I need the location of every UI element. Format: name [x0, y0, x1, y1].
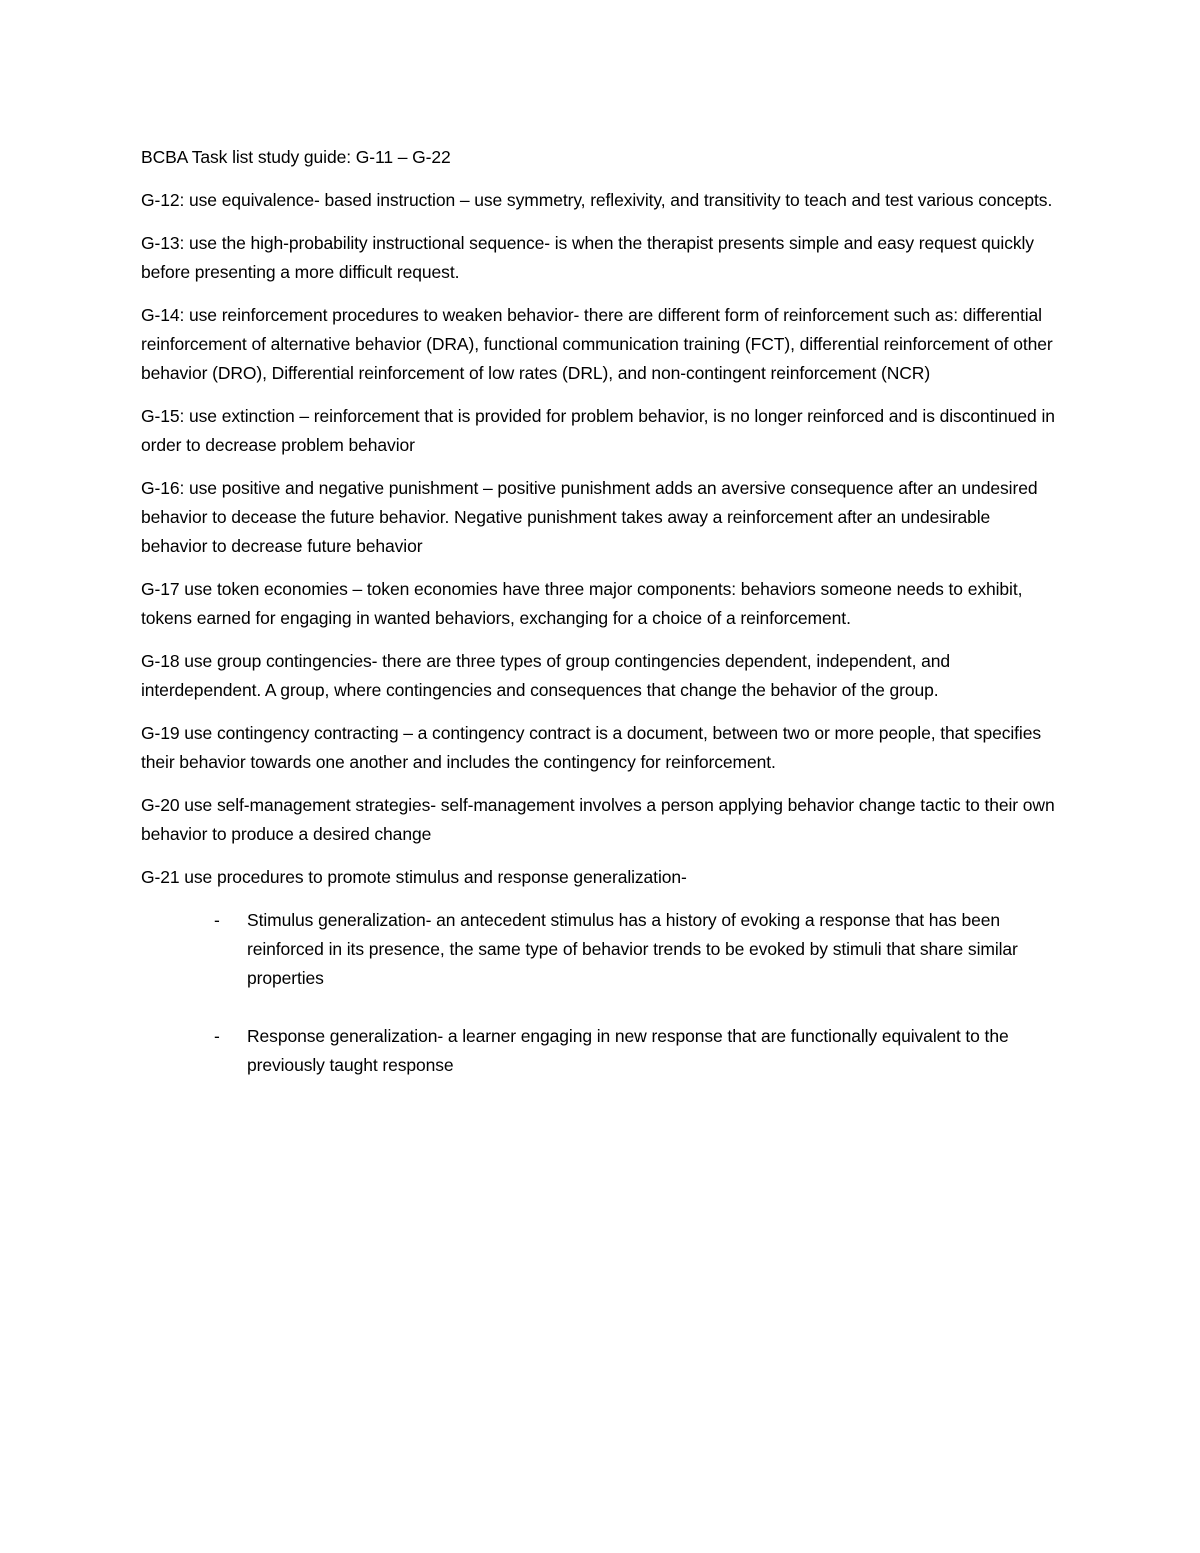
bullet-stimulus-generalization — [141, 906, 1061, 993]
paragraph-g18: G-18 use group contingencies- there are three types of group contingencies dependent, independent, and interdependent. A group, where contingencies and consequences that change the behavior of the group. — [141, 651, 950, 700]
document-title: BCBA Task list study guide: G-11 – G-22 — [141, 147, 451, 167]
paragraph-g13: G-13: use the high-probability instructional sequence- is when the therapist presents simple and easy request quickly before presenting a more difficult request. — [141, 233, 1034, 282]
bullet-dash: - — [214, 1026, 220, 1046]
paragraph-g17: G-17 use token economies – token economies have three major components: behaviors someone needs to exhibit, tokens earned for engaging in wanted behaviors, exchanging for a choice of a reinforcement. — [141, 579, 1023, 628]
paragraph-g16: G-16: use positive and negative punishment – positive punishment adds an aversive consequence after an undesired behavior to decease the future behavior. Negative punishment takes away a reinforcement after an undesirable behavior to decrease future behavior — [141, 478, 1038, 556]
document-body — [141, 143, 1061, 1109]
bullet-text: Response generalization- a learner engaging in new response that are functionally equivalent to the previously taught response — [247, 1026, 1009, 1075]
paragraph-g19: G-19 use contingency contracting – a contingency contract is a document, between two or more people, that specifies their behavior towards one another and includes the contingency for reinforcement. — [141, 723, 1041, 772]
bullet-dash: - — [214, 910, 220, 930]
bullet-response-generalization — [141, 1022, 1061, 1080]
paragraph-g20: G-20 use self-management strategies- self-management involves a person applying behavior change tactic to their own behavior to produce a desired change — [141, 795, 1055, 844]
paragraph-g21: G-21 use procedures to promote stimulus and response generalization- — [141, 867, 687, 887]
paragraph-g12: G-12: use equivalence- based instruction – use symmetry, reflexivity, and transitivity to teach and test various concepts. — [141, 190, 1053, 210]
paragraph-g14: G-14: use reinforcement procedures to weaken behavior- there are different form of reinforcement such as: differential reinforcement of alternative behavior (DRA), functional communication training (FCT), differential reinforcement of other behavior (DRO), Differential reinforcement of low rates (DRL), and non-contingent reinforcement (NCR) — [141, 305, 1053, 383]
paragraph-g15: G-15: use extinction – reinforcement that is provided for problem behavior, is no longer reinforced and is discontinued in order to decrease problem behavior — [141, 406, 1055, 455]
generalization-bullet-list — [141, 906, 1061, 1080]
bullet-text: Stimulus generalization- an antecedent stimulus has a history of evoking a response that has been reinforced in its presence, the same type of behavior trends to be evoked by stimuli that share similar properties — [247, 910, 1018, 988]
